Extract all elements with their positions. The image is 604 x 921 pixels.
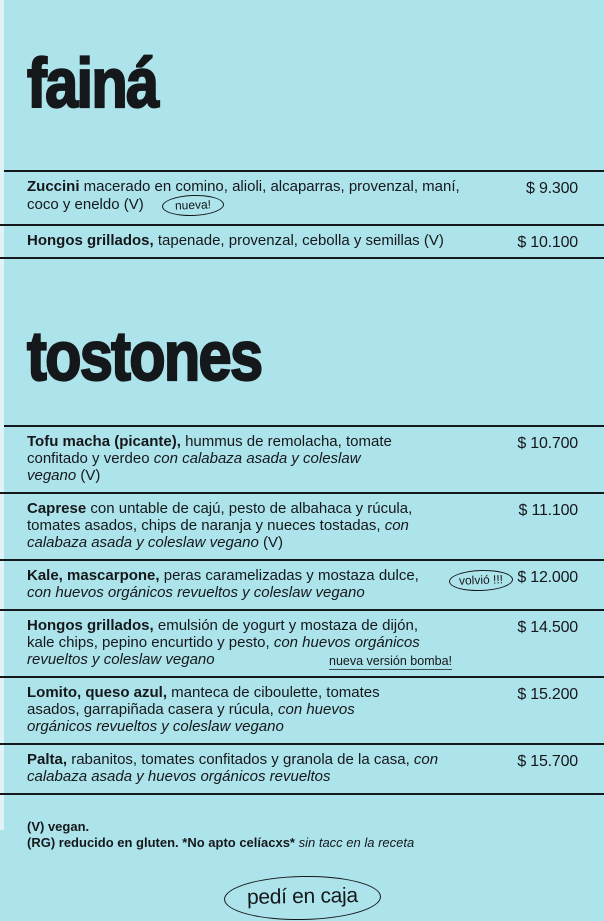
item-description-tail: (V) xyxy=(76,467,101,484)
item-name: Hongos grillados, xyxy=(27,232,154,249)
menu-item-row xyxy=(0,561,604,611)
item-description: rabanitos, tomates confitados y granola de la casa, xyxy=(67,751,414,768)
item-description: manteca de ciboulette, tomates asados, garrapiñada casera y rúcula, xyxy=(27,684,380,718)
section-header-faina xyxy=(0,0,604,170)
legend-vegan: (V) vegan. xyxy=(27,819,90,834)
item-name: Lomito, queso azul, xyxy=(27,684,168,701)
legend-gluten-bold: (RG) reducido en gluten. *No apto celíacxs* xyxy=(27,834,295,850)
item-description: peras caramelizadas y mostaza dulce, xyxy=(159,567,419,584)
item-badge-right: volvió !!! xyxy=(449,569,514,592)
item-price: $ 11.100 xyxy=(518,502,578,519)
menu-footer xyxy=(0,795,604,920)
item-description-tail: (V) xyxy=(258,534,283,551)
menu-item-description-block xyxy=(27,751,442,785)
item-description: macerado en comino, alioli, alcaparras, provenzal, maní, coco y eneldo (V) xyxy=(27,178,460,213)
menu-item-row xyxy=(0,611,604,678)
item-price: $ 14.500 xyxy=(517,619,578,636)
item-description-italic: con calabaza asada y huevos orgánicos revueltos xyxy=(27,751,439,785)
item-name: Palta, xyxy=(27,751,68,768)
menu-item-description-block xyxy=(27,178,487,216)
item-price: $ 10.100 xyxy=(517,234,578,251)
menu-item-description-block xyxy=(27,433,412,484)
item-note: nueva versión bomba! xyxy=(329,654,452,668)
item-description: emulsión de yogurt y mostaza de dijón, kale chips, pepino encurtido y pesto, xyxy=(27,617,418,651)
menu-item-description-block xyxy=(27,232,487,249)
item-description-italic: con calabaza asada y coleslaw vegano xyxy=(27,517,409,551)
menu-item-row xyxy=(0,494,604,561)
item-price: $ 15.200 xyxy=(517,686,578,703)
menu-item-row xyxy=(0,172,604,226)
item-price: $ 12.000 xyxy=(517,569,578,586)
order-at-counter-badge: pedí en caja xyxy=(223,875,381,921)
section-table-faina xyxy=(0,170,604,259)
section-table-tostones xyxy=(0,425,604,795)
item-price: $ 9.300 xyxy=(526,180,578,197)
item-description-italic: con calabaza asada y coleslaw vegano xyxy=(27,450,361,484)
item-name: Hongos grillados, xyxy=(27,617,154,634)
menu-item-description-block xyxy=(27,567,422,601)
menu-item-row xyxy=(0,427,604,494)
item-price: $ 15.700 xyxy=(517,753,578,770)
item-description-italic: con huevos orgánicos revueltos y coleslaw vegano xyxy=(27,701,355,735)
item-name: Kale, mascarpone, xyxy=(27,567,160,584)
cta-wrap xyxy=(27,876,577,920)
item-name: Tofu macha (picante), xyxy=(27,433,181,450)
item-badge-inline: nueva! xyxy=(161,194,224,217)
item-name: Caprese xyxy=(27,500,87,517)
menu-item-row xyxy=(0,226,604,259)
section-header-tostones xyxy=(0,259,604,425)
item-description-italic: con huevos orgánicos revueltos y coleslaw vegano xyxy=(27,634,420,668)
item-price: $ 10.700 xyxy=(517,435,578,452)
menu-item-description-block xyxy=(27,500,457,551)
menu-item-row xyxy=(0,678,604,745)
item-description: hummus de remolacha, tomate confitado y verdeo xyxy=(27,433,392,467)
item-description: con untable de cajú, pesto de albahaca y rúcula, tomates asados, chips de naranja y nueces tostadas, xyxy=(27,500,413,534)
item-name: Zuccini xyxy=(27,178,80,195)
legend-gluten xyxy=(27,835,577,851)
menu-item-description-block xyxy=(27,684,397,735)
legend-gluten-italic: sin tacc en la receta xyxy=(295,834,415,850)
section-title-tostones: tostones xyxy=(27,317,262,395)
menu-item-row xyxy=(0,745,604,795)
section-title-faina: fainá xyxy=(27,44,158,122)
item-description: tapenade, provenzal, cebolla y semillas (V) xyxy=(153,232,444,249)
item-description-italic: con huevos orgánicos revueltos y coleslaw vegano xyxy=(27,584,365,601)
